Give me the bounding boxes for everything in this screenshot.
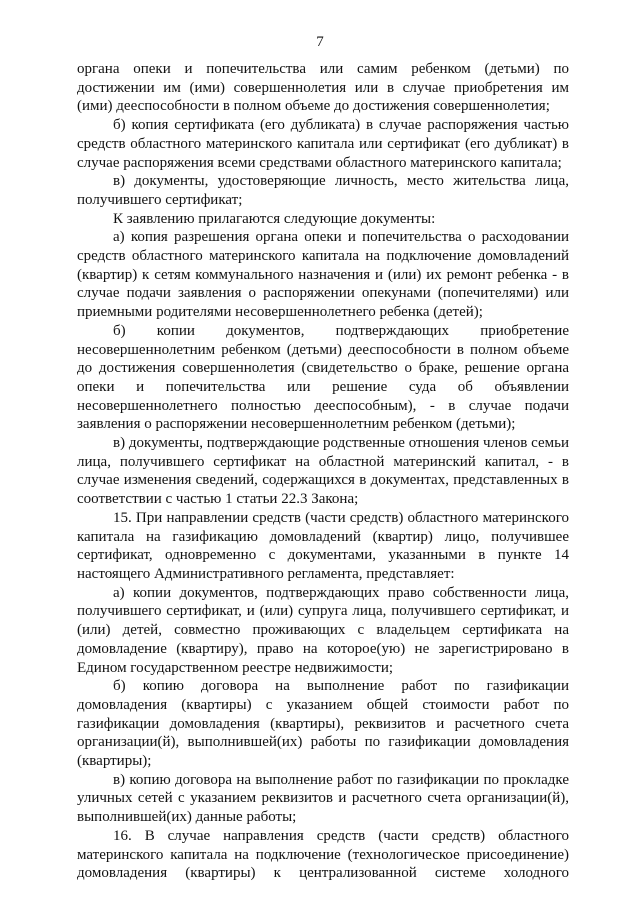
paragraph: б) копии документов, подтверждающих приобретение несовершеннолетним ребенком (детьми) дееспособности в полном объеме до достижения совершеннолетия (свидетельство о браке, решение органа опеки и попечительства или решение суда об объявлении несовершеннолетнего полностью дееспособным), - в случае подачи заявления о распоряжении несовершеннолетним ребенком (детьми); <box>77 322 569 433</box>
paragraph: в) документы, удостоверяющие личность, место жительства лица, получившего сертификат; <box>77 173 569 208</box>
paragraph: 15. При направлении средств (части средств) областного материнского капитала на газификацию домовладений (квартир) лицо, получившее сертификат, одновременно с документами, указанными в пункте 14 настоящего Административного регламента, представляет: <box>77 509 569 582</box>
paragraph: органа опеки и попечительства или самим ребенком (детьми) по достижении им (ими) совершеннолетия или в случае приобретения им (ими) дееспособности в полном объеме до достижения совершеннолетия; <box>77 61 569 115</box>
paragraph: б) копия сертификата (его дубликата) в случае распоряжения частью средств областного материнского капитала или сертификат (его дубликат) в случае распоряжения всеми средствами областного материнского капитала; <box>77 117 569 171</box>
document-body <box>77 60 569 883</box>
paragraph: а) копии документов, подтверждающих право собственности лица, получившего сертификат, и (или) супруга лица, получившего сертификат, и (или) детей, совместно проживающих с владельцем сертификата на домовладение (квартиру), право на которое(ую) не зарегистрировано в Едином государственном реестре недвижимости; <box>77 584 569 676</box>
paragraph: а) копия разрешения органа опеки и попечительства о расходовании средств областного материнского капитала на подключение домовладений (квартир) к сетям коммунального назначения и (или) их ремонт ребенка - в случае подачи заявления о распоряжении опекунами (попечителями) или приемными родителями несовершеннолетнего ребенка (детей); <box>77 229 569 321</box>
page-number: 7 <box>316 34 324 50</box>
paragraph: б) копию договора на выполнение работ по газификации домовладения (квартиры) с указанием общей стоимости работ по газификации домовладения (квартиры), реквизитов и расчетного счета организации(й), выполнившей(их) работы по газификации домовладения (квартиры); <box>77 678 569 770</box>
paragraph: К заявлению прилагаются следующие документы: <box>113 210 436 227</box>
paragraph: в) документы, подтверждающие родственные отношения членов семьи лица, получившего сертификат на областной материнский капитал, - в случае изменения сведений, содержащихся в документах, представленных в соответствии с частью 1 статьи 22.3 Закона; <box>77 435 569 508</box>
paragraph: в) копию договора на выполнение работ по газификации по прокладке уличных сетей с указанием реквизитов и расчетного счета организации(й), выполнившей(их) данные работы; <box>77 771 569 826</box>
paragraph: 16. В случае направления средств (части средств) областного материнского капитала на подключение (технологическое присоединение) домовладения (квартиры) к централизованной системе холодного <box>77 827 569 882</box>
